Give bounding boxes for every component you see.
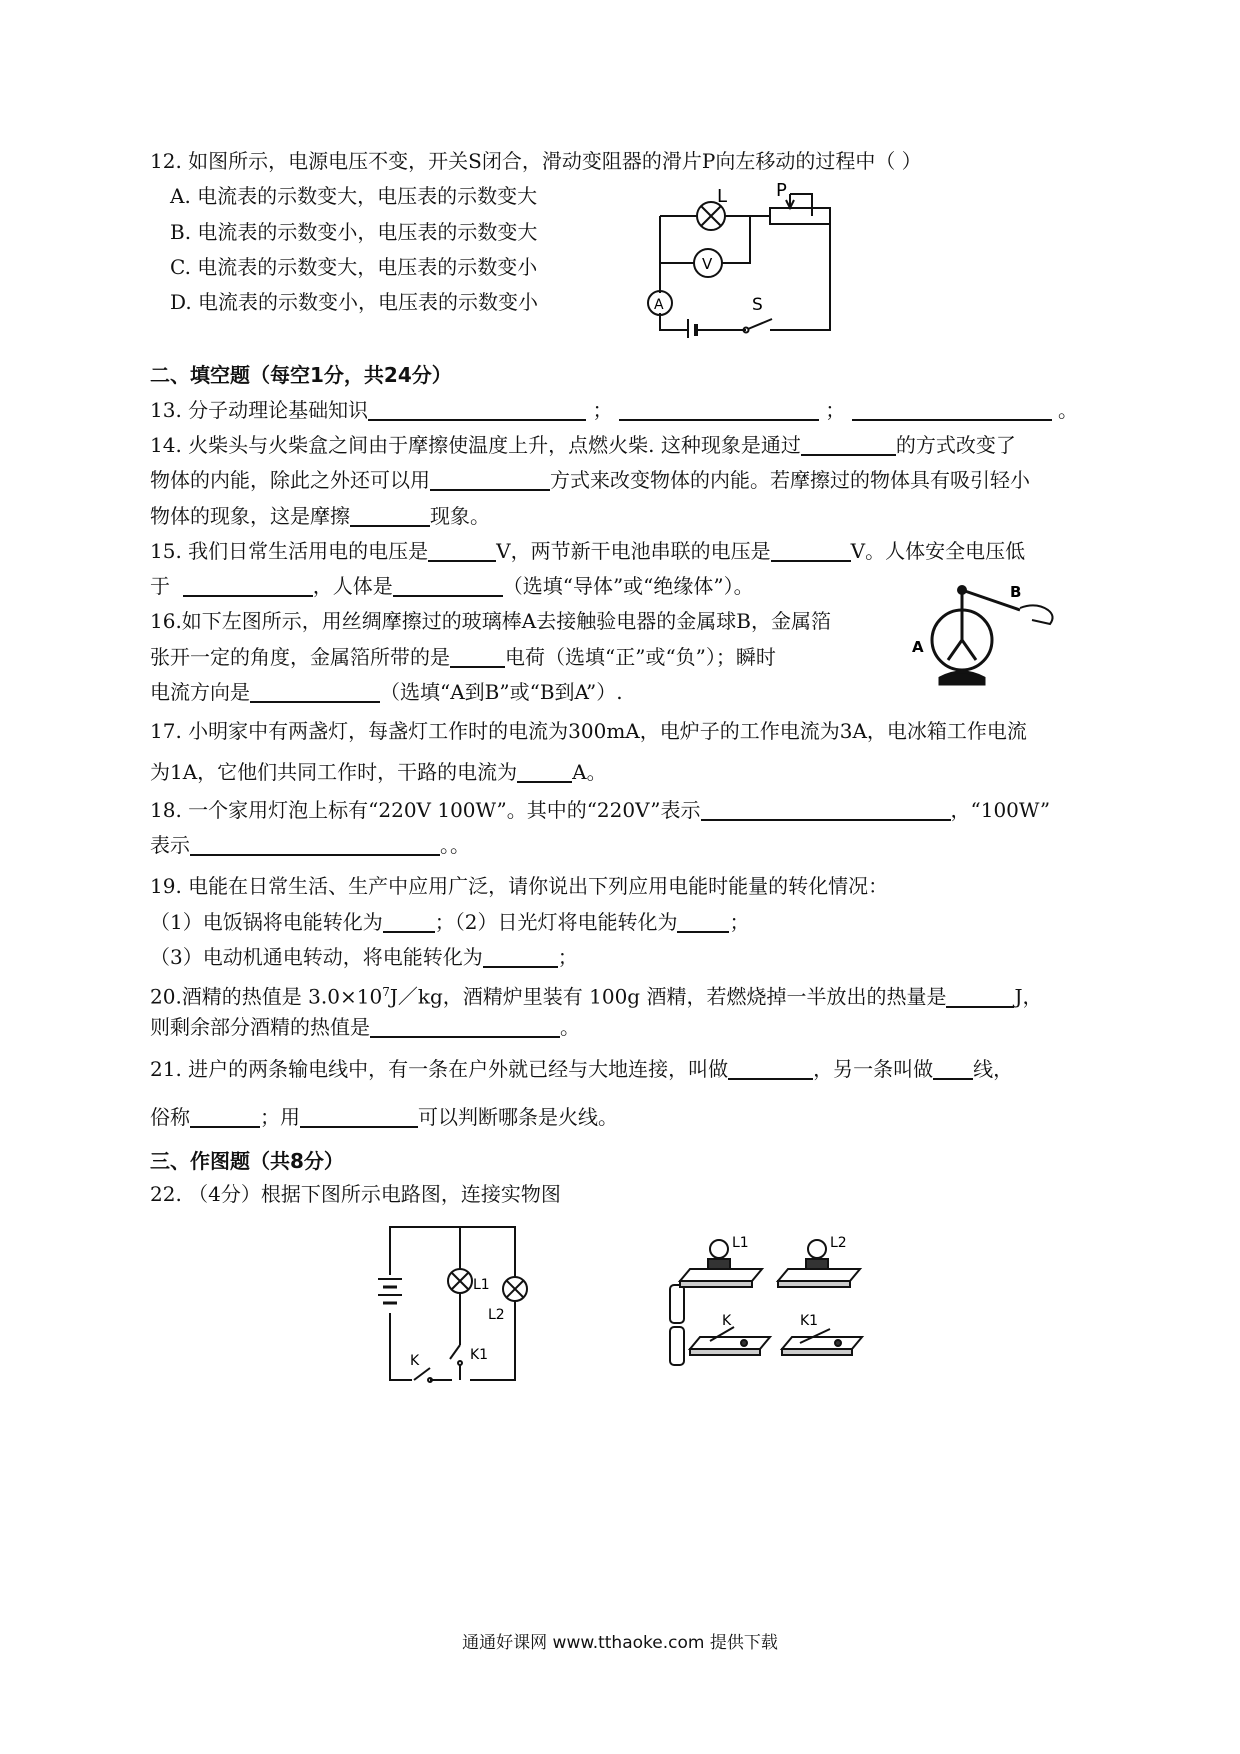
q15-blank-2 [771,540,851,562]
q16-line-2: 张开一定的角度，金属箔所带的是 电荷（选填“正”或“负”）；瞬时 [150,645,776,669]
q19-blank-2 [677,911,729,933]
q15-blank-3 [183,575,313,597]
q12-stem: 12. 如图所示，电源电压不变，开关S闭合，滑动变阻器的滑片P向左移动的过程中（ ） [150,149,922,173]
q22-physical-k1: K1 [800,1313,819,1329]
q19-blank-3 [483,946,558,968]
q21-blank-2 [933,1058,973,1080]
q20-blank-2 [370,1016,560,1038]
q12-option-b: B. 电流表的示数变小，电压表的示数变大 [170,220,538,244]
q14-blank-3 [350,505,430,527]
q20-blank-1 [946,986,1014,1008]
q17-line-2: 为1A，它他们共同工作时，干路的电流为 A。 [150,760,607,784]
q20-line-2: 则剩余部分酒精的热值是 。 [150,1015,580,1039]
q22-text: 22. （4分）根据下图所示电路图，连接实物图 [150,1182,561,1206]
q13: 13. 分子动理论基础知识 ； ； 。 [150,398,1078,422]
electroscope-diagram [910,580,1070,690]
q16-blank-2 [250,681,380,703]
q15-blank-4 [393,575,503,597]
q18-line-2: 表示 。。 [150,833,470,857]
q14-blank-1 [801,434,896,456]
q12-lamp-label: L [717,186,728,207]
q18-blank-2 [190,834,440,856]
q21-blank-4 [300,1106,418,1128]
q22-physical-l2: L2 [830,1235,847,1251]
q17-line-1: 17. 小明家中有两盏灯，每盏灯工作时的电流为300mA，电炉子的工作电流为3A，电冰箱工作电流 [150,719,1027,743]
q12-option-d: D. 电流表的示数变小，电压表的示数变小 [170,290,539,314]
q19-line-3: （3）电动机通电转动，将电能转化为 ； [150,945,578,969]
q12-circuit-diagram [640,178,840,338]
q22-physical-k: K [722,1313,732,1329]
q13-blank-2 [619,399,819,421]
electroscope-label-a: A [912,638,924,656]
q14-line-3: 物体的现象，这是摩擦 现象。 [150,504,490,528]
q21-line-1: 21. 进户的两条输电线中，有一条在户外就已经与大地连接，叫做 ，另一条叫做 线， [150,1057,1014,1081]
q14-line-1: 14. 火柴头与火柴盒之间由于摩擦使温度上升，点燃火柴. 这种现象是通过 的方式改变了 [150,433,1016,457]
q19-blank-1 [383,911,435,933]
q14-blank-2 [430,469,550,491]
q15-line-1: 15. 我们日常生活用电的电压是 V，两节新干电池串联的电压是 V。人体安全电压低 [150,539,1026,563]
electroscope-label-b: B [1010,583,1022,601]
q15-blank-1 [428,540,496,562]
q18-line-1: 18. 一个家用灯泡上标有“220V 100W”。其中的“220V”表示 ，“100W” [150,798,1051,822]
q13-blank-1 [368,399,586,421]
q12-option-c: C. 电流表的示数变大，电压表的示数变小 [170,255,538,279]
section-2-title: 二、填空题（每空1分，共24分） [150,363,452,387]
q19-line-2: （1）电饭锅将电能转化为 ；（2）日光灯将电能转化为 ； [150,910,750,934]
q21-blank-3 [190,1106,260,1128]
q16-blank-1 [450,646,505,668]
q17-blank-1 [517,761,572,783]
q19-line-1: 19. 电能在日常生活、生产中应用广泛，请你说出下列应用电能时能量的转化情况： [150,874,889,898]
q22-circuit-k1: K1 [470,1347,489,1363]
q22-physical-components [660,1225,890,1375]
q16-line-1: 16.如下左图所示，用丝绸摩擦过的玻璃棒A去接触验电器的金属球B，金属箔 [150,609,831,633]
q13-blank-3 [852,399,1052,421]
q12-ammeter-label: A [654,297,664,313]
q21-line-2: 俗称 ；用 可以判断哪条是火线。 [150,1105,618,1129]
section-3-title: 三、作图题（共8分） [150,1149,344,1173]
q22-physical-l1: L1 [732,1235,749,1251]
q22-circuit-l1: L1 [473,1277,490,1293]
q22-circuit-diagram [370,1215,530,1395]
q21-blank-1 [728,1058,813,1080]
q22-circuit-l2: L2 [488,1307,505,1323]
q15-line-2: 于 ，人体是 （选填“导体”或“绝缘体”）。 [150,574,754,598]
q18-blank-1 [701,799,951,821]
page-footer: 通通好课网 www.tthaoke.com 提供下载 [462,1633,778,1653]
q16-line-3: 电流方向是 （选填“A到B”或“B到A”）. [150,680,623,704]
q12-option-a: A. 电流表的示数变大，电压表的示数变大 [170,184,538,208]
q12-switch-label: S [752,295,763,315]
q12-slider-label: P [776,180,787,201]
q14-line-2: 物体的内能，除此之外还可以用 方式来改变物体的内能。若摩擦过的物体具有吸引轻小 [150,468,1030,492]
q22-circuit-k: K [410,1353,420,1369]
q12-voltmeter-label: V [702,255,713,273]
q20-line-1: 20.酒精的热值是 $3.0\times 10^7J/kg$，酒精炉里装有 100g 酒精，若燃烧掉一半放出的热量是 J， [150,984,1043,1009]
